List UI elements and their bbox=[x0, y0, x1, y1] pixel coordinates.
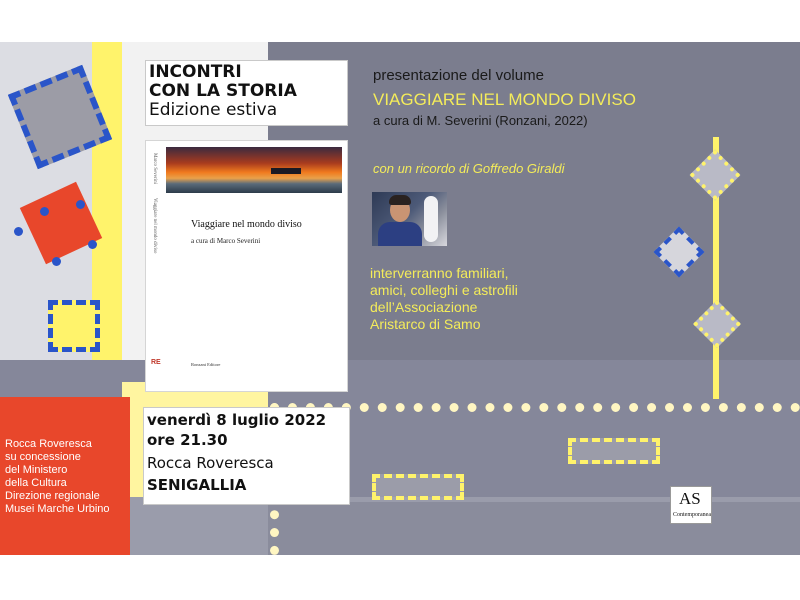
credits-line6: Musei Marche Urbino bbox=[5, 503, 110, 515]
book-cover-pier-silhouette bbox=[271, 168, 301, 174]
yellow-square-shape bbox=[48, 300, 100, 352]
corner-dot bbox=[88, 240, 97, 249]
portrait-body bbox=[378, 222, 422, 246]
book-spine-text bbox=[149, 153, 159, 303]
credits-line3: del Ministero bbox=[5, 464, 68, 476]
event-date: venerdì 8 luglio 2022 bbox=[147, 411, 327, 429]
dashed-box-left bbox=[372, 474, 464, 500]
speakers-line4: Aristarco di Samo bbox=[370, 316, 481, 332]
credits-line5: Direzione regionale bbox=[5, 490, 100, 502]
portrait-photo bbox=[372, 192, 447, 246]
publisher-logo: RE bbox=[151, 359, 161, 366]
series-title-line3: Edizione estiva bbox=[149, 100, 278, 120]
speakers-line2: amici, colleghi e astrofili bbox=[370, 282, 518, 298]
corner-dot bbox=[40, 207, 49, 216]
event-poster bbox=[0, 42, 800, 555]
dashed-box-right bbox=[568, 438, 660, 464]
logo-name: Contemporanea bbox=[673, 512, 711, 518]
book-cover-publisher: Ronzani Editore bbox=[191, 362, 221, 367]
corner-dot bbox=[76, 200, 85, 209]
logo-mark: AS bbox=[679, 489, 701, 508]
event-city: SENIGALLIA bbox=[147, 476, 247, 494]
spine-author: Marco Severini bbox=[152, 153, 157, 184]
speakers-line3: dell’Associazione bbox=[370, 299, 478, 315]
event-venue: Rocca Roveresca bbox=[147, 454, 274, 472]
speakers-line1: interverranno familiari, bbox=[370, 265, 509, 281]
credits-line1: Rocca Roveresca bbox=[5, 438, 92, 450]
series-title-line1: INCONTRI bbox=[149, 62, 242, 82]
book-cover bbox=[145, 140, 348, 392]
book-editor: a cura di M. Severini (Ronzani, 2022) bbox=[373, 113, 588, 128]
series-title-line2: CON LA STORIA bbox=[149, 81, 297, 101]
portrait-hair bbox=[389, 195, 411, 205]
presentation-intro: presentazione del volume bbox=[373, 67, 544, 84]
book-title-heading: VIAGGIARE NEL MONDO DIVISO bbox=[373, 90, 636, 109]
book-cover-subtitle: a cura di Marco Severini bbox=[191, 237, 261, 245]
memory-note: con un ricordo di Goffredo Giraldi bbox=[373, 161, 565, 176]
corner-dot bbox=[52, 257, 61, 266]
spine-title: Viaggiare nel mondo diviso bbox=[152, 198, 157, 254]
as-contemporanea-logo bbox=[670, 486, 712, 524]
book-cover-title: Viaggiare nel mondo diviso bbox=[191, 219, 302, 230]
event-time: ore 21.30 bbox=[147, 431, 228, 449]
credits-line4: della Cultura bbox=[5, 477, 67, 489]
credits-line2: su concessione bbox=[5, 451, 81, 463]
portrait-telescope bbox=[424, 196, 438, 242]
book-cover-photo bbox=[166, 147, 342, 193]
corner-dot bbox=[14, 227, 23, 236]
